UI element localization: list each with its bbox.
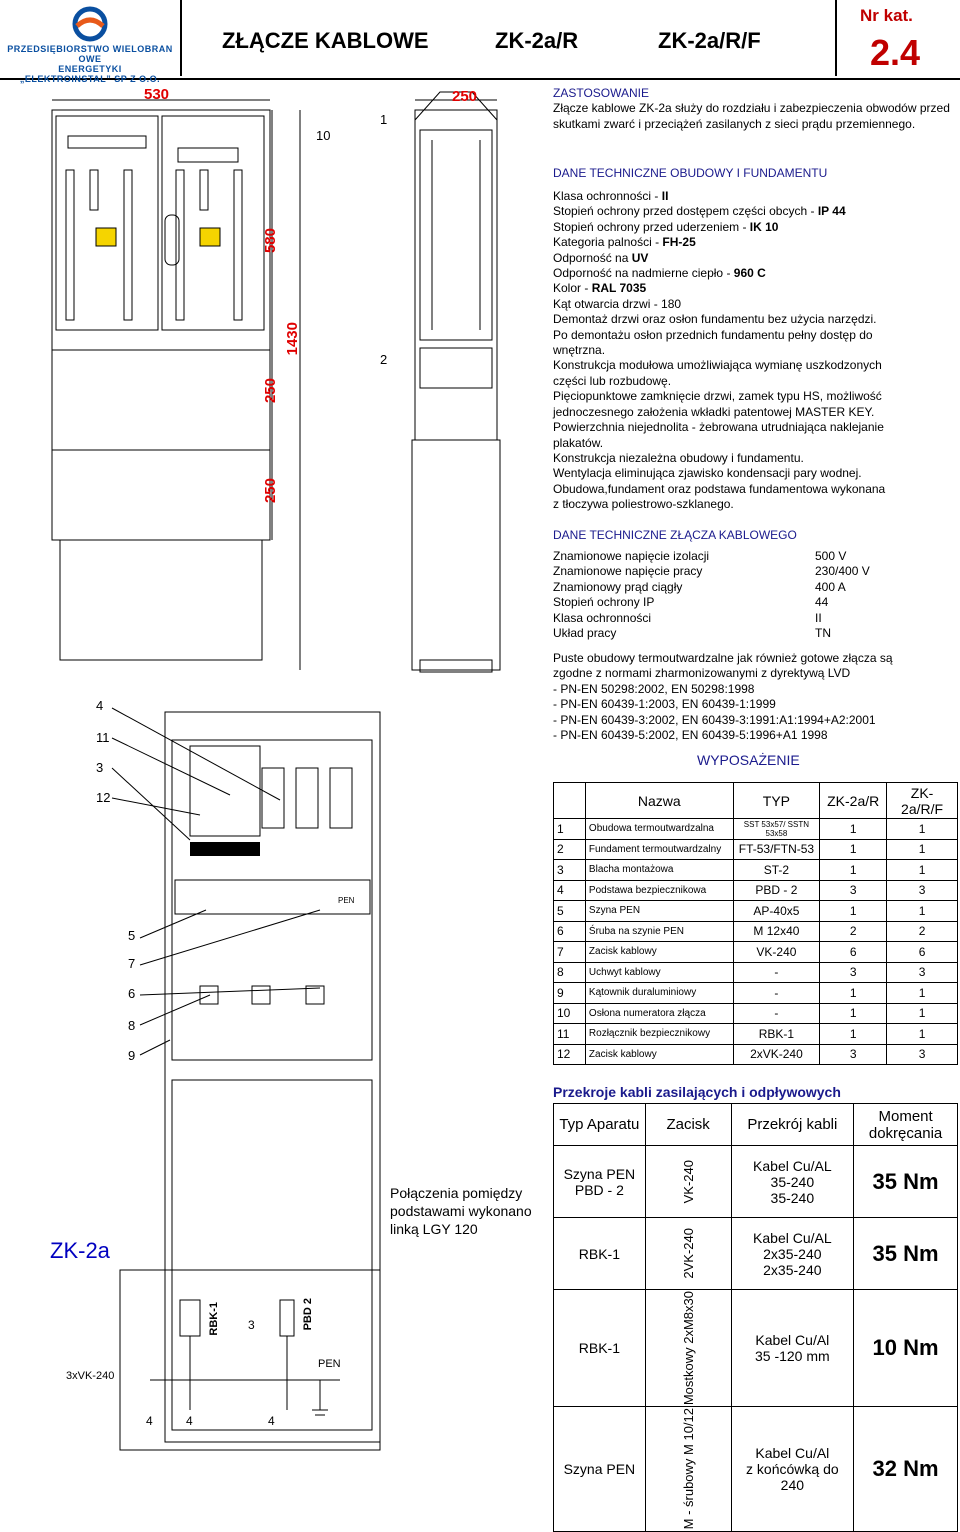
table-row	[554, 819, 958, 840]
dim-height-250b: 250	[262, 478, 279, 504]
housing-spec-line: części lub rozbudowę.	[553, 373, 672, 388]
dim-height-1430: 1430	[284, 322, 301, 356]
callout-1: 1	[380, 112, 388, 127]
table-cell: Fundament termoutwardzalny	[585, 839, 733, 860]
housing-spec-line: Odporność na UV	[553, 250, 649, 265]
housing-spec-line: Demontaż drzwi oraz osłon fundamentu bez użycia narzędzi.	[553, 312, 877, 327]
title-box	[180, 0, 837, 76]
table-cell: 9	[554, 983, 586, 1004]
table-cell: 2	[887, 921, 958, 942]
electrical-spec-row	[553, 549, 953, 564]
equipment-table	[553, 782, 958, 1065]
pen-bar-label: PEN	[338, 896, 355, 905]
electrical-spec-value: TN	[815, 626, 831, 641]
schematic-bottom-4c: 4	[268, 1414, 275, 1428]
table-cell: Uchwyt kablowy	[585, 962, 733, 983]
table-cell: Rozłącznik bezpiecznikowy	[585, 1024, 733, 1045]
cab-header-clamp: Zacisk	[645, 1104, 731, 1146]
housing-spec-line: Odporność na nadmierne ciepło - 960 C	[553, 266, 766, 281]
electrical-spec-row	[553, 564, 953, 579]
cable-torque: 10 Nm	[854, 1290, 958, 1407]
company-box	[0, 0, 182, 84]
table-cell: 1	[887, 860, 958, 881]
cable-section: Kabel Cu/Al 35 -120 mm	[731, 1290, 854, 1407]
standards-line: - PN-EN 60439-3:2002, EN 60439-3:1991:A1:1994+A2:2001	[553, 712, 876, 727]
table-row	[554, 1218, 958, 1290]
electrical-spec-value: II	[815, 610, 822, 625]
table-cell: 11	[554, 1024, 586, 1045]
company-line-2: ENERGETYKI	[58, 64, 122, 74]
standards-line: - PN-EN 60439-5:2002, EN 60439-5:1996+A1 1998	[553, 728, 828, 743]
table-cell: 3	[820, 880, 887, 901]
standards-line: zgodne z normami zharmonizowanymi z dyrektywą LVD	[553, 666, 851, 681]
housing-spec-line: plakatów.	[553, 435, 604, 450]
housing-spec-line: jednoczesnego założenia wkładki patentowej MASTER KEY.	[553, 404, 875, 419]
dim-height-250a: 250	[262, 378, 279, 404]
table-cell: 7	[554, 942, 586, 963]
callout-9: 9	[128, 1048, 136, 1063]
table-cell: -	[733, 1003, 820, 1024]
table-cell: 10	[554, 1003, 586, 1024]
model-2: ZK-2a/R/F	[658, 28, 761, 53]
cable-section: Kabel Cu/AL 35-240 35-240	[731, 1146, 854, 1218]
table-cell: 1	[820, 819, 887, 840]
housing-title: DANE TECHNICZNE OBUDOWY I FUNDAMENTU	[553, 166, 828, 180]
electrical-title: DANE TECHNICZNE ZŁĄCZA KABLOWEGO	[553, 528, 797, 542]
table-cell: -	[733, 962, 820, 983]
eq-header-type: TYP	[733, 783, 820, 819]
callout-6: 6	[128, 986, 136, 1001]
table-cell: VK-240	[733, 942, 820, 963]
table-cell: 6	[554, 921, 586, 942]
company-line-3: „ELEKTROINSTAL” SP Z O.O.	[19, 74, 161, 84]
cable-apparatus: RBK-1	[554, 1290, 646, 1407]
callout-5: 5	[128, 928, 136, 943]
table-cell: 3	[887, 880, 958, 901]
callout-12: 12	[96, 790, 111, 805]
dim-width-side: 250	[452, 88, 478, 105]
table-cell: 6	[887, 942, 958, 963]
table-cell: Zacisk kablowy	[585, 1044, 733, 1065]
schematic-pbd-label: PBD 2	[302, 1298, 314, 1331]
table-row	[554, 983, 958, 1004]
cable-apparatus: Szyna PEN PBD - 2	[554, 1146, 646, 1218]
housing-spec-line: wnętrzna.	[553, 343, 606, 358]
table-cell: 4	[554, 880, 586, 901]
table-cell: AP-40x5	[733, 901, 820, 922]
cab-header-section: Przekrój kabli	[731, 1104, 854, 1146]
table-cell: Obudowa termoutwardzalna	[585, 819, 733, 840]
schematic-num-3: 3	[248, 1318, 255, 1332]
standards-line: Puste obudowy termoutwardzalne jak również gotowe złącza są	[553, 651, 893, 665]
table-row	[554, 921, 958, 942]
cable-section: Kabel Cu/AL 2x35-240 2x35-240	[731, 1218, 854, 1290]
standards-line: - PN-EN 50298:2002, EN 50298:1998	[553, 681, 755, 696]
table-cell: 2xVK-240	[733, 1044, 820, 1065]
table-cell: 1	[820, 901, 887, 922]
eq-header-zk2ar: ZK-2a/R	[820, 783, 887, 819]
table-cell: M 12x40	[733, 921, 820, 942]
table-cell: 1	[887, 983, 958, 1004]
application-text: Złącze kablowe ZK-2a służy do rozdziału i zabezpieczenia obwodów przed skutkami zwarć i przeciążeń zasilanych z sieci prądu przemiennego.	[553, 101, 950, 131]
housing-spec-line: Obudowa,fundament oraz podstawa fundamentowa wykonana	[553, 481, 886, 496]
table-cell: Osłona numeratora złącza	[585, 1003, 733, 1024]
table-cell: PBD - 2	[733, 880, 820, 901]
housing-specs	[553, 189, 958, 513]
housing-spec-line: Konstrukcja niezależna obudowy i fundamentu.	[553, 450, 804, 465]
table-row	[554, 1290, 958, 1407]
table-cell: 2	[554, 839, 586, 860]
electrical-spec-value: 44	[815, 595, 829, 610]
table-row	[554, 860, 958, 881]
housing-spec-line: Stopień ochrony przed dostępem części obcych - IP 44	[553, 204, 846, 219]
housing-spec-line: Pięciopunktowe zamknięcie drzwi, zamek typu HS, możliwość	[553, 389, 882, 404]
table-cell: 12	[554, 1044, 586, 1065]
table-cell: 1	[820, 1003, 887, 1024]
catalog-number: 2.4	[870, 32, 921, 73]
electrical-spec-label: Znamionowy prąd ciągły	[553, 579, 683, 594]
table-cell: 1	[887, 819, 958, 840]
table-cell: 1	[820, 860, 887, 881]
table-row	[554, 1024, 958, 1045]
schematic-cable-label: 3xVK-240	[66, 1370, 115, 1382]
table-cell: Kątownik duraluminiowy	[585, 983, 733, 1004]
electrical-spec-label: Znamionowe napięcie izolacji	[553, 549, 710, 563]
cab-header-torque: Moment dokręcania	[854, 1104, 958, 1146]
equipment-title: WYPOSAŻENIE	[697, 752, 800, 768]
electrical-spec-value: 500 V	[815, 549, 847, 563]
electrical-spec-label: Klasa ochronności	[553, 610, 652, 625]
table-row	[554, 942, 958, 963]
housing-spec-line: Stopień ochrony przed uderzeniem - IK 10	[553, 219, 779, 234]
eq-header-num	[554, 783, 586, 819]
cab-header-apparatus: Typ Aparatu	[554, 1104, 646, 1146]
schematic-rbk-label: RBK-1	[208, 1302, 220, 1336]
table-cell: 3	[887, 962, 958, 983]
table-row	[554, 880, 958, 901]
table-cell: -	[733, 983, 820, 1004]
electrical-specs	[553, 549, 953, 641]
cable-clamp: M - śrubowy M 10/12	[645, 1407, 731, 1531]
table-cell: 1	[554, 819, 586, 840]
callout-2: 2	[380, 352, 388, 367]
cable-apparatus: Szyna PEN	[554, 1407, 646, 1531]
company-line-1: PRZEDSIĘBIORSTWO WIELOBRAN OWE	[7, 44, 173, 64]
table-row	[554, 1003, 958, 1024]
table-row	[554, 901, 958, 922]
cable-clamp: VK-240	[645, 1146, 731, 1218]
doc-title: ZŁĄCZE KABLOWE	[222, 28, 429, 53]
table-cell: 1	[887, 839, 958, 860]
electrical-spec-label: Układ pracy	[553, 626, 617, 641]
cable-apparatus: RBK-1	[554, 1218, 646, 1290]
housing-spec-line: Konstrukcja modułowa umożliwiająca wymianę uszkodzonych	[553, 358, 882, 373]
schematic-bottom-4a: 4	[146, 1414, 153, 1428]
housing-spec-line: Wentylacja eliminująca zjawisko kondensacji pary wodnej.	[553, 466, 862, 481]
callout-7: 7	[128, 956, 136, 971]
table-cell: 3	[820, 962, 887, 983]
table-cell: 5	[554, 901, 586, 922]
table-row	[554, 1146, 958, 1218]
housing-spec-line: Powierzchnia niejednolita - żebrowana utrudniająca naklejanie	[553, 420, 884, 435]
cable-clamp: Mostkowy 2xM8x30	[645, 1290, 731, 1407]
electrical-spec-label: Stopień ochrony IP	[553, 595, 655, 610]
product-label: ZK-2a	[50, 1238, 110, 1263]
table-cell: Blacha montażowa	[585, 860, 733, 881]
housing-spec-line: z tłoczywa poliestrowo-szklanego.	[553, 497, 734, 512]
electrical-spec-row	[553, 595, 953, 610]
connection-note: Połączenia pomiędzy podstawami wykonano linką LGY 120	[390, 1185, 532, 1237]
table-cell: 3	[887, 1044, 958, 1065]
callout-10: 10	[316, 128, 331, 143]
housing-spec-line: Kolor - RAL 7035	[553, 281, 647, 296]
housing-spec-line: Po demontażu osłon przednich fundamentu pełny dostęp do	[553, 327, 873, 342]
table-row	[554, 1407, 958, 1531]
callout-8: 8	[128, 1018, 136, 1033]
standards-line: - PN-EN 60439-1:2003, EN 60439-1:1999	[553, 697, 776, 712]
eq-header-name: Nazwa	[585, 783, 733, 819]
table-cell: 2	[820, 921, 887, 942]
table-cell: 1	[820, 1024, 887, 1045]
table-cell: SST 53x57/ SSTN 53x58	[733, 819, 820, 840]
cables-title: Przekroje kabli zasilających i odpływowych	[553, 1084, 841, 1100]
table-cell: Zacisk kablowy	[585, 942, 733, 963]
table-cell: 6	[820, 942, 887, 963]
table-cell: Podstawa bezpiecznikowa	[585, 880, 733, 901]
housing-spec-line: Kategoria palności - FH-25	[553, 235, 696, 250]
table-cell: 1	[820, 839, 887, 860]
housing-spec-line: Kąt otwarcia drzwi - 180	[553, 296, 682, 311]
electrical-spec-row	[553, 626, 953, 641]
eq-header-zk2arf: ZK-2a/R/F	[887, 783, 958, 819]
cable-section: Kabel Cu/Al z końcówką do 240	[731, 1407, 854, 1531]
cable-clamp: 2VK-240	[645, 1218, 731, 1290]
electrical-spec-label: Znamionowe napięcie pracy	[553, 564, 703, 579]
table-row	[554, 1044, 958, 1065]
header	[0, 0, 960, 84]
table-cell: Śruba na szynie PEN	[585, 921, 733, 942]
electrical-spec-row	[553, 580, 953, 595]
table-cell: RBK-1	[733, 1024, 820, 1045]
callout-11: 11	[96, 730, 110, 745]
table-row	[554, 839, 958, 860]
electrical-spec-row	[553, 611, 953, 626]
application-title: ZASTOSOWANIE	[553, 86, 650, 100]
electrical-spec-value: 400 A	[815, 579, 846, 594]
cable-torque: 32 Nm	[854, 1407, 958, 1531]
callout-4: 4	[96, 698, 104, 713]
dim-height-580: 580	[262, 228, 279, 254]
model-1: ZK-2a/R	[495, 28, 579, 53]
table-cell: 3	[554, 860, 586, 881]
table-cell: 1	[820, 983, 887, 1004]
table-cell: FT-53/FTN-53	[733, 839, 820, 860]
standards-text	[553, 651, 953, 743]
cables-table	[553, 1103, 958, 1532]
dim-width-front: 530	[144, 86, 170, 103]
callout-3: 3	[96, 760, 104, 775]
housing-spec-line: Klasa ochronności - II	[553, 189, 669, 203]
table-cell: 1	[887, 1003, 958, 1024]
schematic-pen-label: PEN	[318, 1358, 341, 1370]
table-cell: 1	[887, 1024, 958, 1045]
cable-torque: 35 Nm	[854, 1146, 958, 1218]
catalog-label: Nr kat.	[860, 6, 913, 25]
table-row	[554, 962, 958, 983]
company-logo-icon	[72, 6, 108, 42]
table-cell: 8	[554, 962, 586, 983]
cable-torque: 35 Nm	[854, 1218, 958, 1290]
table-cell: Szyna PEN	[585, 901, 733, 922]
schematic-bottom-4b: 4	[186, 1414, 193, 1428]
application-section	[553, 86, 953, 132]
table-cell: 1	[887, 901, 958, 922]
table-cell: 3	[820, 1044, 887, 1065]
electrical-spec-value: 230/400 V	[815, 564, 870, 579]
table-cell: ST-2	[733, 860, 820, 881]
